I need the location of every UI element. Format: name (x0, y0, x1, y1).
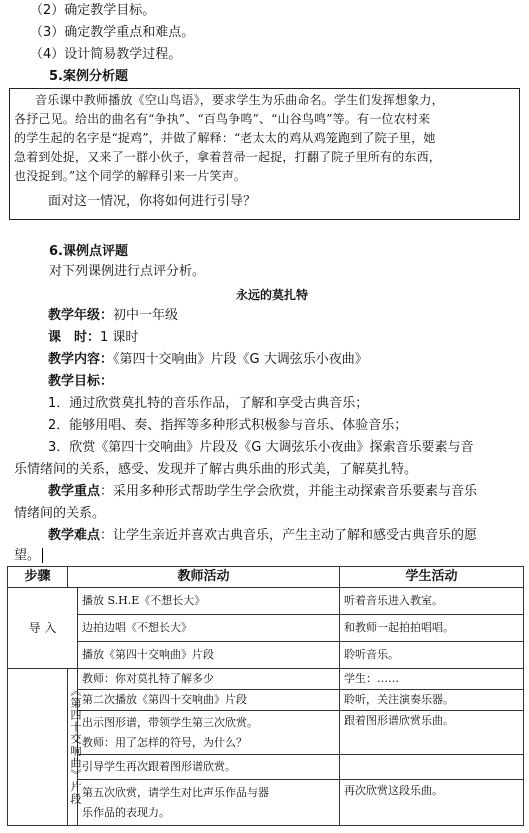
case-line: 的学生起的名字是“捉鸡”，并做了解释：“老太太的鸡从鸡笼跑到了院子里，她 (14, 131, 436, 145)
goals-label: 教学目标： (48, 374, 114, 389)
goal-item: 1．通过欣赏莫扎特的音乐作品，了解和享受古典音乐； (48, 396, 369, 411)
step-section (68, 669, 82, 826)
grade-value: 初中一年级 (113, 308, 179, 323)
difficulty-label: 教学难点 (48, 528, 101, 543)
period-line (48, 329, 138, 346)
teacher-line: 教师：用了怎样的符号，为什么？ (82, 735, 247, 749)
period-value: 1 课时 (100, 330, 139, 345)
section6-heading: 6.课例点评题 (49, 244, 128, 259)
table-row (8, 780, 524, 826)
case-line: 急着到处捉，又来了一群小伙子，拿着苕帚一起捉，打翻了院子里所有的东西， (14, 150, 442, 164)
list-item-4: （4）设计简易教学过程。 (30, 47, 182, 62)
student-cell: 再次欣赏这段乐曲。 (340, 780, 524, 826)
student-cell: 和教师一起拍拍唱唱。 (340, 615, 524, 642)
case-question: 面对这一情况，你将如何进行引导？ (48, 194, 257, 209)
step-intro: 导 入 (8, 588, 78, 669)
teacher-cell: 第二次播放《第四十交响曲》片段 (78, 690, 340, 711)
teacher-cell: 边拍边唱《不想长大》 (78, 615, 340, 642)
teacher-cell (78, 711, 340, 755)
step-section-label: 《第四十交响曲》片段 (69, 685, 82, 805)
lesson-plan-table (7, 566, 524, 826)
header-teacher: 教师活动 (68, 567, 340, 588)
teacher-line: 乐作品的表现力。 (82, 805, 170, 819)
difficulty-text-end: 望。 (14, 548, 41, 563)
goal-item: 乐情绪间的关系，感受、发现并了解古典乐曲的形式美，了解莫扎特。 (14, 462, 418, 477)
student-cell: 学生：…… (340, 669, 524, 690)
table-row (8, 711, 524, 755)
case-box (9, 88, 520, 220)
grade-line (48, 307, 178, 324)
student-cell: 听着音乐进入教室。 (340, 588, 524, 615)
goal-item: 3．欣赏《第四十交响曲》片段及《G 大调弦乐小夜曲》探索音乐要素与音 (48, 440, 474, 455)
key-label: 教学重点 (48, 484, 101, 499)
student-cell: 跟着图形谱欣赏乐曲。 (340, 711, 524, 755)
student-cell (340, 755, 524, 780)
teacher-cell: 引导学生再次跟着图形谱欣赏。 (78, 755, 340, 780)
table-header-row (8, 567, 524, 588)
period-label: 课 时： (48, 330, 101, 345)
case-line: 也没捉到。”这个同学的解释引来一片笑声。 (14, 169, 247, 183)
table-row (8, 669, 524, 690)
table-row (8, 690, 524, 711)
student-cell: 聆听音乐。 (340, 642, 524, 669)
table-row (8, 755, 524, 780)
key-text: ：采用多种形式帮助学生学会欣赏，并能主动探索音乐要素与音乐 (100, 484, 478, 499)
student-cell: 聆听，关注演奏乐器。 (340, 690, 524, 711)
step-blank (8, 669, 68, 826)
goal-item: 2．能够用唱、奏、指挥等多种形式积极参与音乐、体验音乐； (48, 418, 408, 433)
difficulty-line (48, 527, 477, 544)
difficulty-text: ：让学生亲近并喜欢古典音乐，产生主动了解和感受古典音乐的愿 (100, 528, 478, 543)
teacher-cell (78, 780, 340, 826)
lesson-title: 永远的莫扎特 (236, 288, 309, 302)
text-cursor (42, 548, 43, 563)
content-value: 《第四十交响曲》片段《G 大调弦乐小夜曲》 (113, 352, 368, 367)
table-row (8, 615, 524, 642)
header-step: 步骤 (8, 567, 68, 588)
section6-intro: 对下列课例进行点评分析。 (49, 264, 206, 279)
grade-label: 教学年级： (48, 308, 114, 323)
difficulty-text-cont (14, 547, 43, 564)
list-item-3: （3）确定教学重点和难点。 (30, 25, 195, 40)
teacher-line: 出示图形谱，带领学生第三次欣赏。 (82, 715, 258, 729)
content-label: 教学内容： (48, 352, 114, 367)
table-row (8, 588, 524, 615)
case-line: 音乐课中教师播放《空山鸟语》，要求学生为乐曲命名。学生们发挥想象力， (35, 93, 444, 107)
section5-heading: 5.案例分析题 (49, 69, 128, 84)
teacher-cell: 播放 S.H.E《不想长大》 (78, 588, 340, 615)
teacher-cell: 教师：你对莫扎特了解多少 (78, 669, 340, 690)
key-line (48, 483, 477, 500)
teacher-line: 第五次欣赏，请学生对比声乐作品与器 (82, 785, 269, 799)
list-item-2: （2）确定教学目标。 (30, 3, 156, 18)
teacher-cell: 播放《第四十交响曲》片段 (78, 642, 340, 669)
key-text-cont: 情绪间的关系。 (14, 506, 106, 521)
case-line: 各抒己见。给出的曲名有“争执”、“百鸟争鸣”、“山谷鸟鸣”等。有一位农村来 (14, 112, 431, 126)
content-line (48, 351, 368, 368)
table-row (8, 642, 524, 669)
header-student: 学生活动 (340, 567, 524, 588)
